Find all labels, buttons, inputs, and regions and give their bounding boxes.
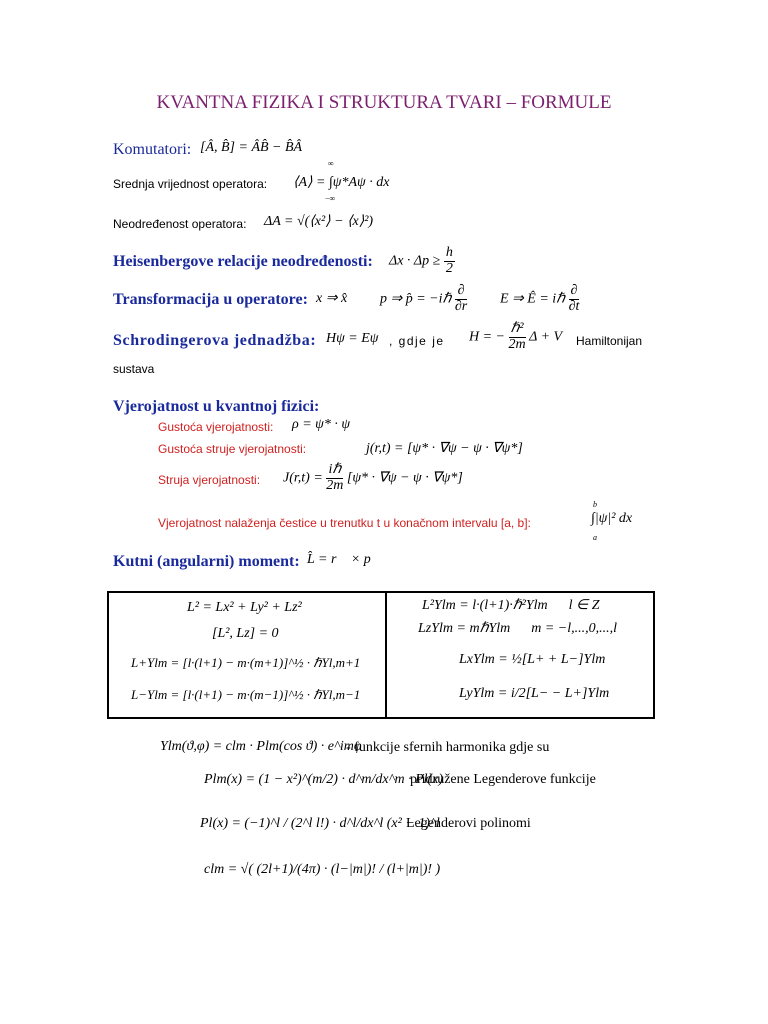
heisenberg-lhs: Δx · Δp ≥: [389, 253, 441, 269]
schrodinger-hamiltonian: H = − $\frac{\text{ℏ²}}{2m}$ Δ + V: [469, 321, 563, 352]
transformacija-p: p ⇒ p̂ = −iℏ $\frac{\partial}{\partial r}$: [380, 283, 468, 314]
heisenberg-heading: Heisenbergove relacije neodređenosti:: [113, 253, 373, 270]
struja-label: Struja vjerojatnosti:: [158, 473, 261, 487]
heisenberg-formula: [389, 246, 455, 276]
srednja-lower-limit: −∞: [325, 194, 336, 203]
vjerojatnost-heading: Vjerojatnost u kvantnoj fizici:: [113, 398, 320, 415]
nalazenje-upper-limit: b: [593, 500, 597, 509]
kutni-heading: Kutni (angularni) moment:: [113, 553, 300, 570]
table-left-row-3: L+Ylm = [l·(l+1) − m·(m+1)]^½ · ℏYl,m+1: [131, 655, 361, 670]
harmonici-text-2: pridružene Legenderove funkcije: [410, 772, 596, 787]
komutatori-heading: Komutatori:: [113, 141, 192, 158]
heisenberg-fraction: $\frac{h}{2}$: [445, 245, 453, 276]
table-left-row-2: [L², Lz] = 0: [212, 626, 279, 641]
transformacija-e: E ⇒ Ê = iℏ $\frac{\partial}{\partial t}$: [500, 283, 580, 314]
harmonici-formula-2: Plm(x) = (1 − x²)^(m/2) · d^m/dx^m · Pl(x): [204, 772, 444, 787]
nalazenje-lower-limit: a: [593, 533, 597, 542]
table-right-row-3: LxYlm = ½[L+ + L−]Ylm: [459, 652, 606, 667]
struja-formula: J(r,t) = $\frac{\text{iℏ}}{2m}$ [ψ* · ∇ψ − ψ · ∇ψ*]: [283, 462, 463, 493]
komutatori-formula: [Â, B̂] = ÂB̂ − B̂Â: [200, 140, 303, 155]
gustoca-label: Gustoća vjerojatnosti:: [158, 420, 274, 434]
table-right-row-4: LyYlm = i/2[L− − L+]Ylm: [459, 686, 610, 701]
harmonici-formula-1: Ylm(ϑ,φ) = clm · Plm(cos ϑ) · e^imφ: [160, 739, 362, 754]
harmonici-formula-4: clm = √( (2l+1)/(4π) · (l−|m|)! / (l+|m|)! ): [204, 862, 441, 877]
schrodinger-tail: Hamiltonijan: [576, 334, 643, 348]
srednja-formula: ⟨A⟩ = ∫ψ*Aψ · dx: [293, 175, 390, 190]
table-right-row-1: L²Ylm = l·(l+1)·ℏ²Ylm l ∈ Z: [422, 598, 600, 613]
neodredjenost-formula: ΔA = √(⟨x²⟩ − ⟨x⟩²): [264, 214, 374, 229]
struja-gustoca-label: Gustoća struje vjerojatnosti:: [158, 442, 307, 456]
harmonici-formula-3: Pl(x) = (−1)^l / (2^l l!) · d^l/dx^l (x² − 1)^l: [200, 816, 440, 831]
transformacija-x: x ⇒ x̂: [316, 291, 348, 306]
nalazenje-label: Vjerojatnost nalaženja čestice u trenutku t u konačnom intervalu [a, b]:: [158, 516, 531, 530]
schrodinger-tail2: sustava: [113, 362, 155, 376]
schrodinger-heading: Schrodingerova jednadžba:: [113, 332, 317, 349]
table-left-row-1: L² = Lx² + Ly² + Lz²: [187, 600, 302, 615]
schrodinger-eq: Hψ = Eψ: [326, 331, 379, 346]
srednja-label: Srednja vrijednost operatora:: [113, 177, 268, 191]
table-right-row-2: LzYlm = mℏYlm m = −l,...,0,...,l: [418, 621, 618, 636]
struja-gustoca-formula: j(r,t) = [ψ* · ∇ψ − ψ · ∇ψ*]: [366, 441, 523, 456]
harmonici-text-3: Legenderovi polinomi: [406, 816, 531, 831]
gustoca-formula: ρ = ψ* · ψ: [292, 417, 351, 432]
srednja-upper-limit: ∞: [328, 159, 334, 168]
schrodinger-sep: , gdje je: [389, 334, 445, 348]
kutni-formula: L̂ = r⃗ × p⃗: [307, 552, 382, 567]
table-left-row-4: L−Ylm = [l·(l+1) − m·(m−1)]^½ · ℏYl,m−1: [131, 687, 361, 702]
nalazenje-formula: ∫|ψ|² dx: [591, 511, 633, 526]
harmonici-text-1: - funkcije sfernih harmonika gdje su: [346, 740, 550, 755]
transformacija-heading: Transformacija u operatore:: [113, 291, 308, 308]
page-title: KVANTNA FIZIKA I STRUKTURA TVARI – FORMULE: [156, 92, 612, 113]
neodredjenost-label: Neodređenost operatora:: [113, 217, 247, 231]
